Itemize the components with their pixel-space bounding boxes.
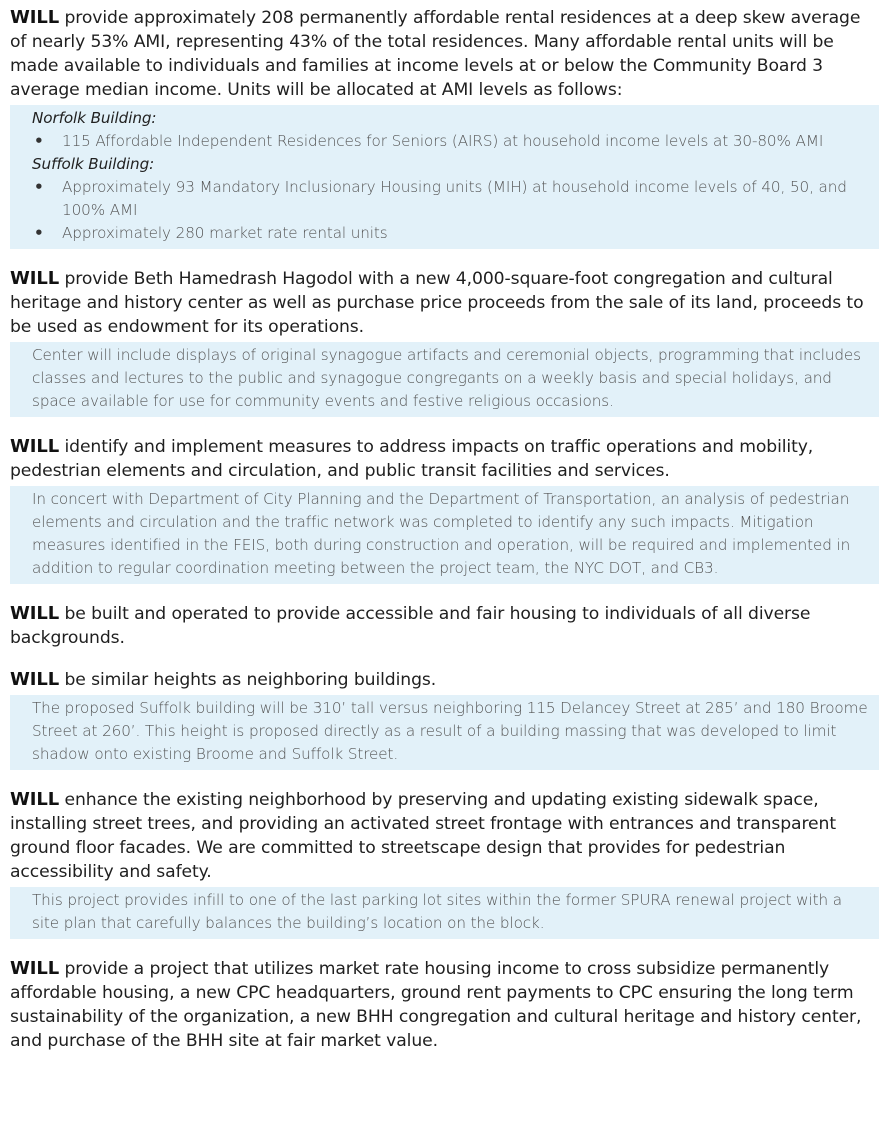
commitment-statement: WILL be similar heights as neighboring buildings.: [10, 669, 437, 690]
commitment-detail: This project provides infill to one of the last parking lot sites within the former SPURA renewal project with a site plan that carefully balances the building’s location on the block.: [10, 887, 879, 939]
will-keyword: WILL: [10, 268, 60, 289]
will-keyword: WILL: [10, 436, 60, 457]
commitment-traffic-measures: [10, 435, 879, 584]
commitment-fair-housing: [10, 602, 879, 650]
will-keyword: WILL: [10, 7, 60, 28]
will-keyword: WILL: [10, 669, 60, 690]
commitment-affordable-housing: [10, 6, 879, 249]
commitment-detail: The proposed Suffolk building will be 310’ tall versus neighboring 115 Delancey Street at 285’ and 180 Broome Street at 260’. This height is proposed directly as a result of a building massing that was developed to limit shadow onto existing Broome and Suffolk Street.: [10, 695, 879, 770]
commitment-detail: In concert with Department of City Planning and the Department of Transportation, an analysis of pedestrian elements and circulation and the traffic network was completed to identify any such impacts. Mitigation measures identified in the FEIS, both during construction and operation, will be required and implemented in addition to regular coordination meeting between the project team, the NYC DOT, and CB3.: [10, 486, 879, 584]
norfolk-heading: Norfolk Building:: [32, 109, 157, 127]
suffolk-heading: Suffolk Building:: [32, 155, 155, 173]
will-keyword: WILL: [10, 789, 60, 810]
commitment-statement: WILL enhance the existing neighborhood by preserving and updating existing sidewalk space, installing street trees, and providing an activated street frontage with entrances and transparent ground floor facades. We are committed to streetscape design that provides for pedestrian accessibility and safety.: [10, 789, 836, 882]
commitment-bhh-center: [10, 267, 879, 417]
commitment-statement: WILL provide a project that utilizes market rate housing income to cross subsidize permanently affordable housing, a new CPC headquarters, ground rent payments to CPC ensuring the long term sustainability of the organization, a new BHH congregation and cultural heritage and history center, and purchase of the BHH site at fair market value.: [10, 958, 862, 1051]
norfolk-list: [32, 130, 869, 153]
list-item: • Approximately 93 Mandatory Inclusionary Housing units (MIH) at household income levels of 40, 50, and 100% AMI: [32, 176, 869, 222]
commitment-statement: WILL identify and implement measures to address impacts on traffic operations and mobility, pedestrian elements and circulation, and public transit facilities and services.: [10, 436, 814, 481]
commitment-streetscape: [10, 788, 879, 939]
commitment-statement: WILL provide approximately 208 permanently affordable rental residences at a deep skew average of nearly 53% AMI, representing 43% of the total residences. Many affordable rental units will be made available to individuals and families at income levels at or below the Community Board 3 average median income. Units will be allocated at AMI levels as follows:: [10, 7, 861, 100]
commitment-cross-subsidy: [10, 957, 879, 1053]
commitment-building-heights: [10, 668, 879, 770]
commitment-statement: WILL provide Beth Hamedrash Hagodol with a new 4,000-square-foot congregation and cultural heritage and history center as well as purchase price proceeds from the sale of its land, proceeds to be used as endowment for its operations.: [10, 268, 864, 337]
list-item: • Approximately 280 market rate rental units: [32, 222, 869, 245]
will-keyword: WILL: [10, 958, 60, 979]
list-item: • 115 Affordable Independent Residences for Seniors (AIRS) at household income levels at 30-80% AMI: [32, 130, 869, 153]
commitment-detail: [10, 105, 879, 249]
commitment-detail: Center will include displays of original synagogue artifacts and ceremonial objects, programming that includes classes and lectures to the public and synagogue congregants on a weekly basis and special holidays, and space available for use for community events and festive religious occasions.: [10, 342, 879, 417]
commitment-statement: WILL be built and operated to provide accessible and fair housing to individuals of all diverse backgrounds.: [10, 603, 811, 648]
suffolk-list: [32, 176, 869, 245]
will-keyword: WILL: [10, 603, 60, 624]
